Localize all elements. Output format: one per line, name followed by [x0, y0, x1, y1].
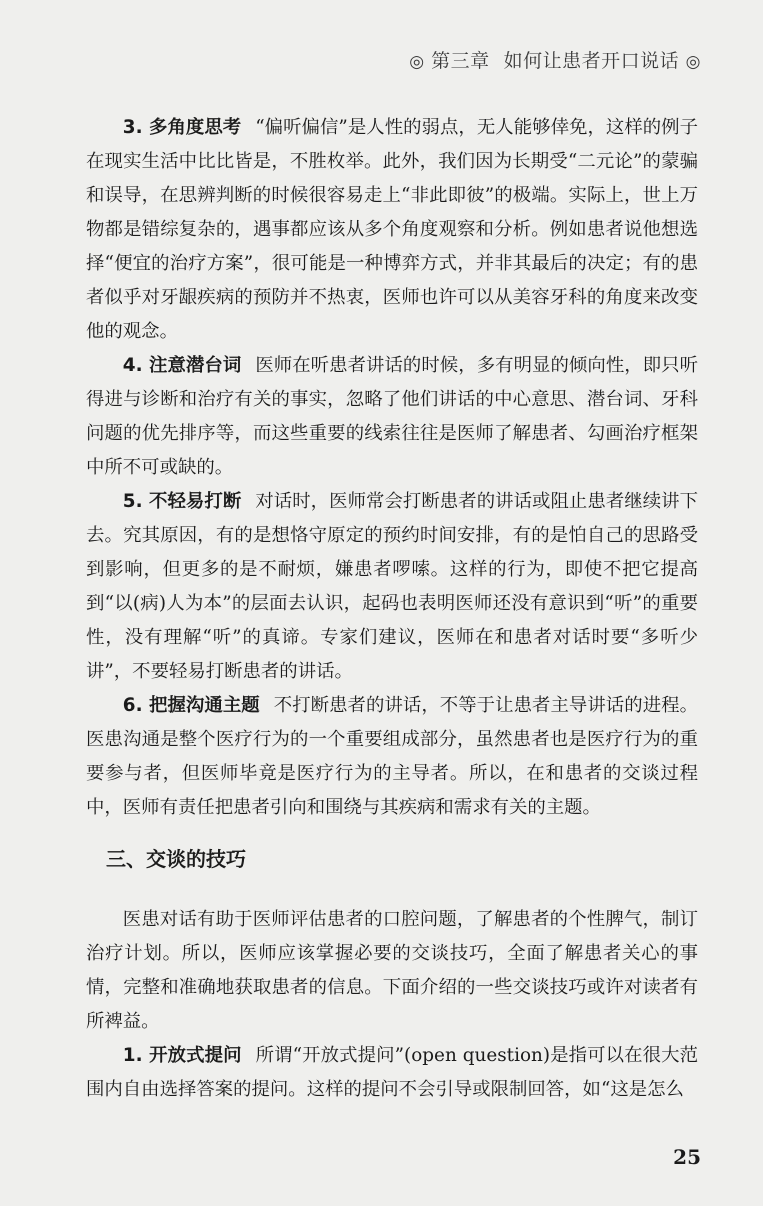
header-symbol-left: ◎ [409, 52, 425, 72]
paragraph-multi-angle [86, 111, 698, 349]
paragraph-intro [86, 903, 698, 1039]
paragraph-text: 不打断患者的讲话，不等于让患者主导讲话的进程。医患沟通是整个医疗行为的一个重要组成部分，虽然患者也是医疗行为的重要参与者，但医师毕竟是医疗行为的主导者。所以，在和患者的交谈过程中，医师有责任把患者引向和围绕与其疾病和需求有关的主题。 [86, 695, 698, 818]
paragraph-subtext [86, 349, 698, 485]
section-text-block [86, 903, 698, 1107]
running-header [409, 46, 701, 73]
page-number: 25 [673, 1145, 701, 1169]
body-text-block [86, 111, 698, 825]
header-chapter: 第三章 [431, 50, 490, 72]
paragraph-lead: 1. 开放式提问 [122, 1045, 242, 1066]
paragraph-text: 所谓“开放式提问”(open question)是指可以在很大范围内自由选择答案的提问。这样的提问不会引导或限制回答，如“这是怎么 [86, 1045, 698, 1100]
paragraph-text: 对话时，医师常会打断患者的讲话或阻止患者继续讲下去。究其原因，有的是想恪守原定的预约时间安排，有的是怕自己的思路受到影响，但更多的是不耐烦，嫌患者啰嗦。这样的行为，即使不把它提高到“以(病)人为本”的层面去认识，起码也表明医师还没有意识到“听”的重要性，没有理解“听”的真谛。专家们建议，医师在和患者对话时要“多听少讲”，不要轻易打断患者的讲话。 [86, 491, 698, 682]
paragraph-lead: 6. 把握沟通主题 [122, 695, 260, 716]
paragraph-no-interrupt [86, 485, 698, 689]
header-title: 如何让患者开口说话 [503, 50, 680, 72]
paragraph-lead: 5. 不轻易打断 [122, 491, 242, 512]
paragraph-text: “偏听偏信”是人性的弱点，无人能够倖免，这样的例子在现实生活中比比皆是，不胜枚举。此外，我们因为长期受“二元论”的蒙骗和误导，在思辨判断的时候很容易走上“非此即彼”的极端。实际上，世上万物都是错综复杂的，遇事都应该从多个角度观察和分析。例如患者说他想选择“便宜的治疗方案”，很可能是一种博弈方式，并非其最后的决定；有的患者似乎对牙龈疾病的预防并不热衷，医师也许可以从美容牙科的角度来改变他的观念。 [86, 117, 699, 342]
paragraph-text: 医师在听患者讲话的时候，多有明显的倾向性，即只听得进与诊断和治疗有关的事实，忽略了他们讲话的中心意思、潜台词、牙科问题的优先排序等，而这些重要的线索往往是医师了解患者、勾画治疗框架中所不可或缺的。 [86, 355, 698, 478]
section-heading: 三、交谈的技巧 [106, 847, 246, 871]
paragraph-lead: 3. 多角度思考 [122, 117, 242, 138]
paragraph-topic [86, 689, 698, 825]
header-symbol-right: ◎ [685, 52, 701, 72]
paragraph-text: 医患对话有助于医师评估患者的口腔问题，了解患者的个性脾气，制订治疗计划。所以，医师应该掌握必要的交谈技巧，全面了解患者关心的事情，完整和准确地获取患者的信息。下面介绍的一些交谈技巧或许对读者有所裨益。 [86, 909, 698, 1032]
paragraph-lead: 4. 注意潜台词 [122, 355, 242, 376]
paragraph-open-question [86, 1039, 698, 1107]
